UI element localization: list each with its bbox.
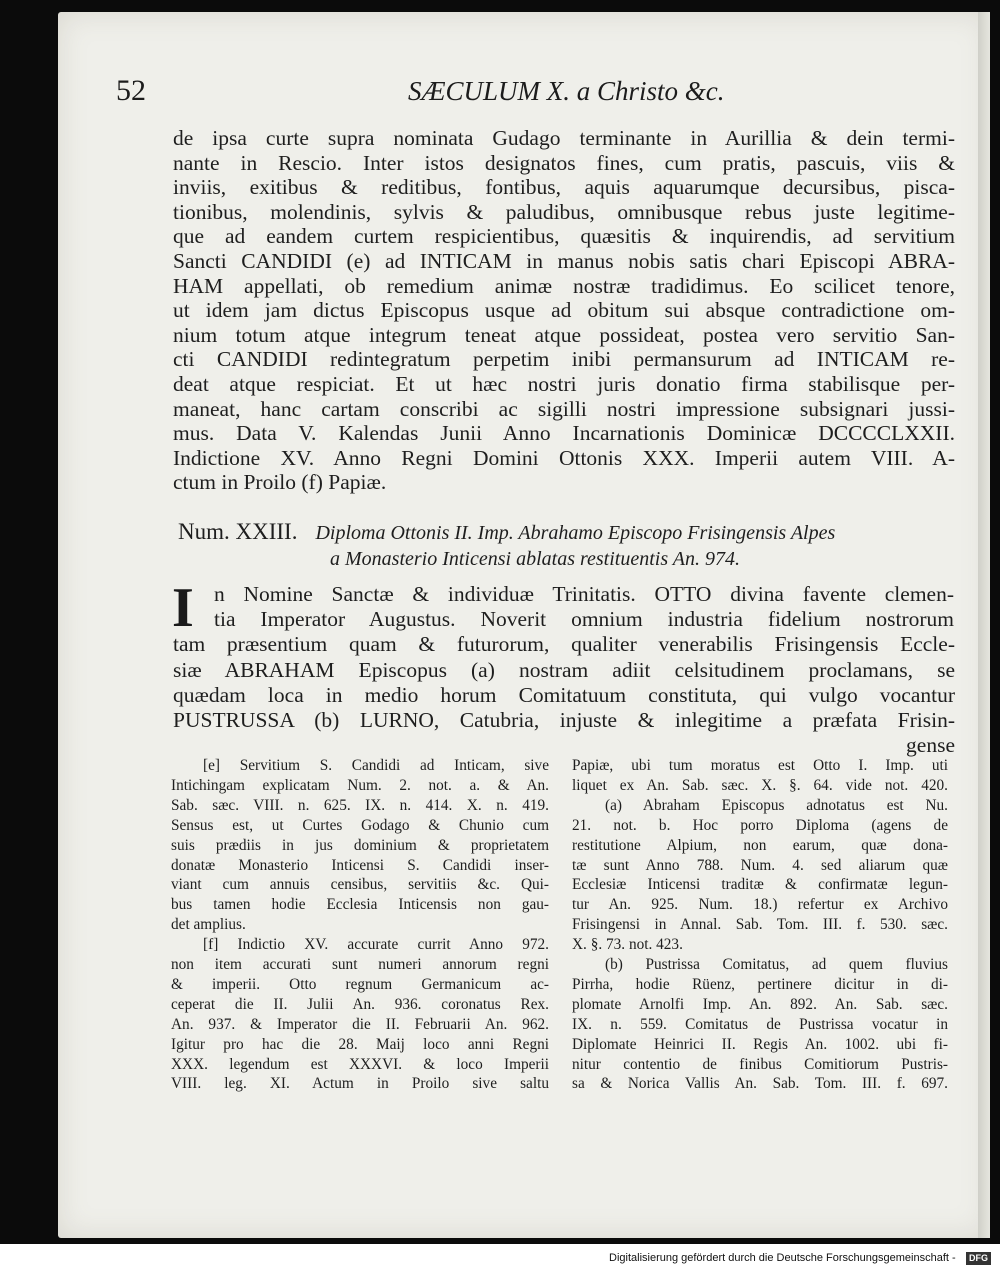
body-line: inviis, exitibus & reditibus, fontibus, aquis aquarumque decursibus, pisca- [173, 175, 955, 200]
footnote-line: Ecclesiæ Inticensi traditæ & confirmatæ legun- [572, 876, 948, 894]
footnote-line: nitur contentio de finibus Comitiorum Pustris- [572, 1055, 948, 1073]
body-line: nium totum atque integrum teneat atque possideat, postea vero servitio San- [173, 322, 955, 347]
footnote-line: 21. not. b. Hoc porro Diploma (agens de [572, 816, 948, 834]
footnote-line: plomate Arnolfi Imp. An. 892. An. Sab. sæc. [572, 995, 948, 1013]
body-line: cti CANDIDI redintegratum perpetim inibi permansurum ad INTICAM re- [173, 347, 955, 372]
footnote-line: restitutione Alpium, non earum, quæ dona- [572, 836, 948, 854]
footnote-line: & imperii. Otto regnum Germanicum ac- [171, 975, 549, 993]
dfg-logo: DFG [966, 1252, 991, 1265]
page-header [116, 74, 746, 114]
footnote-line: Papiæ, ubi tum moratus est Otto I. Imp. uti [572, 757, 948, 774]
document-title-line1: Diploma Ottonis II. Imp. Abrahamo Episcopo Frisingensis Alpes [315, 522, 836, 544]
digitization-credit: Digitalisierung gefördert durch die Deutsche Forschungsgemeinschaft - [609, 1252, 956, 1264]
footnote-line: bus tamen hodie Ecclesia Inticensis non gau- [171, 896, 549, 914]
footnote-line: Diplomate Heinrici II. Regis An. 1002. ubi fi- [572, 1035, 948, 1053]
footnote-line: det amplius. [171, 916, 246, 934]
footnote-line: (a) Abraham Episcopus adnotatus est Nu. [605, 796, 948, 814]
body-line: Indictione XV. Anno Regni Domini Ottonis XXX. Imperii autem VIII. A- [173, 445, 955, 470]
body-line: tionibus, molendinis, sylvis & paludibus, omnibusque rebus juste legitime- [173, 199, 955, 224]
body-line: ut idem jam dictus Episcopus usque ad obitum sui absque contradictione om- [173, 298, 955, 323]
footnote-line: [f] Indictio XV. accurate currit Anno 972. [203, 936, 549, 954]
document-heading-line2 [330, 548, 740, 571]
body-line: HAM appellati, ob remedium animæ nostræ tradidimus. Eo scilicet tenore, [173, 273, 955, 298]
body-line: que ad eandem curtem respicientibus, quæsitis & inquirendis, ad servitium [173, 224, 955, 249]
footnote-line: tur An. 925. Num. 18.) refertur ex Archivo [572, 896, 948, 914]
body-line: deat atque respiciat. Et ut hæc nostri juris donatio firma stabilisque per- [173, 372, 955, 396]
document-heading-line1 [178, 519, 835, 545]
footnote-line: X. §. 73. not. 423. [572, 936, 683, 954]
footnote-line: Pirrha, hodie Rüenz, pertinere dicitur in di- [572, 975, 948, 993]
diploma-line: siæ ABRAHAM Episcopus (a) nostram adiit celsitudinem proclamans, se [173, 657, 955, 682]
page-number: 52 [116, 74, 146, 107]
body-line: maneat, hanc cartam conscribi ac sigilli nostri impressione subsignari jussi- [173, 396, 955, 421]
running-head: SÆCULUM X. a Christo &c. [408, 76, 725, 106]
diploma-line: quædam loca in medio horum Comitatuum constituta, qui vulgo vocantur [173, 682, 955, 707]
body-line: ctum in Proilo (f) Papiæ. [173, 470, 387, 495]
drop-capital: I [172, 577, 194, 639]
footnote-line: IX. n. 559. Comitatus de Pustrissa vocatur in [572, 1015, 948, 1033]
footnote-line: Sensus est, ut Curtes Godago & Chunio cum [171, 816, 549, 834]
footnote-line: suis prædiis in jus dominium & proprietatem [171, 836, 549, 854]
footnote-line: VIII. leg. XI. Actum in Proilo sive saltu [171, 1075, 549, 1093]
footnote-line: Frisingensi in Annal. Sab. Tom. III. f. 530. sæc. [572, 916, 948, 934]
footnote-line: [e] Servitium S. Candidi ad Inticam, sive [203, 757, 549, 774]
diploma-line: PUSTRUSSA (b) LURNO, Catubria, injuste & inlegitime a præfata Frisin- [173, 708, 955, 732]
body-line: mus. Data V. Kalendas Junii Anno Incarnationis Dominicæ DCCCCLXXII. [173, 421, 955, 446]
footnote-line: liquet ex An. Sab. sæc. X. §. 64. vide not. 420. [572, 776, 948, 794]
footnote-line: Sab. sæc. VIII. n. 625. IX. n. 414. X. n. 419. [171, 796, 549, 814]
document-title-line2: a Monasterio Inticensi ablatas restituentis An. 974. [330, 548, 740, 570]
diploma-line: gense [906, 733, 955, 758]
body-line: de ipsa curte supra nominata Gudago terminante in Aurillia & dein termi- [173, 126, 955, 150]
body-line: nante in Rescio. Inter istos designatos fines, cum pratis, pascuis, viis & [173, 150, 955, 175]
footnote-line: XXX. legendum est XXXVI. & loco Imperii [171, 1055, 549, 1073]
footnote-line: An. 937. & Imperator die II. Februarii An. 962. [171, 1015, 549, 1033]
footnote-line: Intichingam explicatam Num. 2. not. a. & An. [171, 776, 549, 794]
diploma-line: tam præsentium quam & futurorum, qualiter venerabilis Frisingensis Eccle- [173, 632, 955, 657]
diploma-line: tia Imperator Augustus. Noverit omnium industria fidelium nostrorum [214, 607, 954, 632]
page-edge [978, 12, 990, 1238]
footnote-line: (b) Pustrissa Comitatus, ad quem fluvius [605, 956, 948, 973]
footnote-line: viant cum annuis censibus, servitiis &c. Qui- [171, 876, 549, 894]
document-number: Num. XXIII. [178, 519, 298, 544]
footnote-line: ceperat die II. Julii An. 936. coronatus Rex. [171, 995, 549, 1013]
footnote-line: tæ sunt Anno 788. Num. 4. sed aliarum quæ [572, 856, 948, 874]
diploma-line: n Nomine Sanctæ & individuæ Trinitatis. OTTO divina favente clemen- [214, 582, 954, 606]
footnote-line: Igitur pro hac die 28. Maij loco anni Regni [171, 1035, 549, 1053]
footnote-line: donatæ Monasterio Inticensi S. Candidi inser- [171, 856, 549, 874]
body-line: Sancti CANDIDI (e) ad INTICAM in manus nobis satis chari Episcopi ABRA- [173, 249, 955, 273]
footnote-line: non item accurati sunt numeri annorum regni [171, 956, 549, 973]
footnote-line: sa & Norica Vallis An. Sab. Tom. III. f. 697. [572, 1075, 948, 1093]
